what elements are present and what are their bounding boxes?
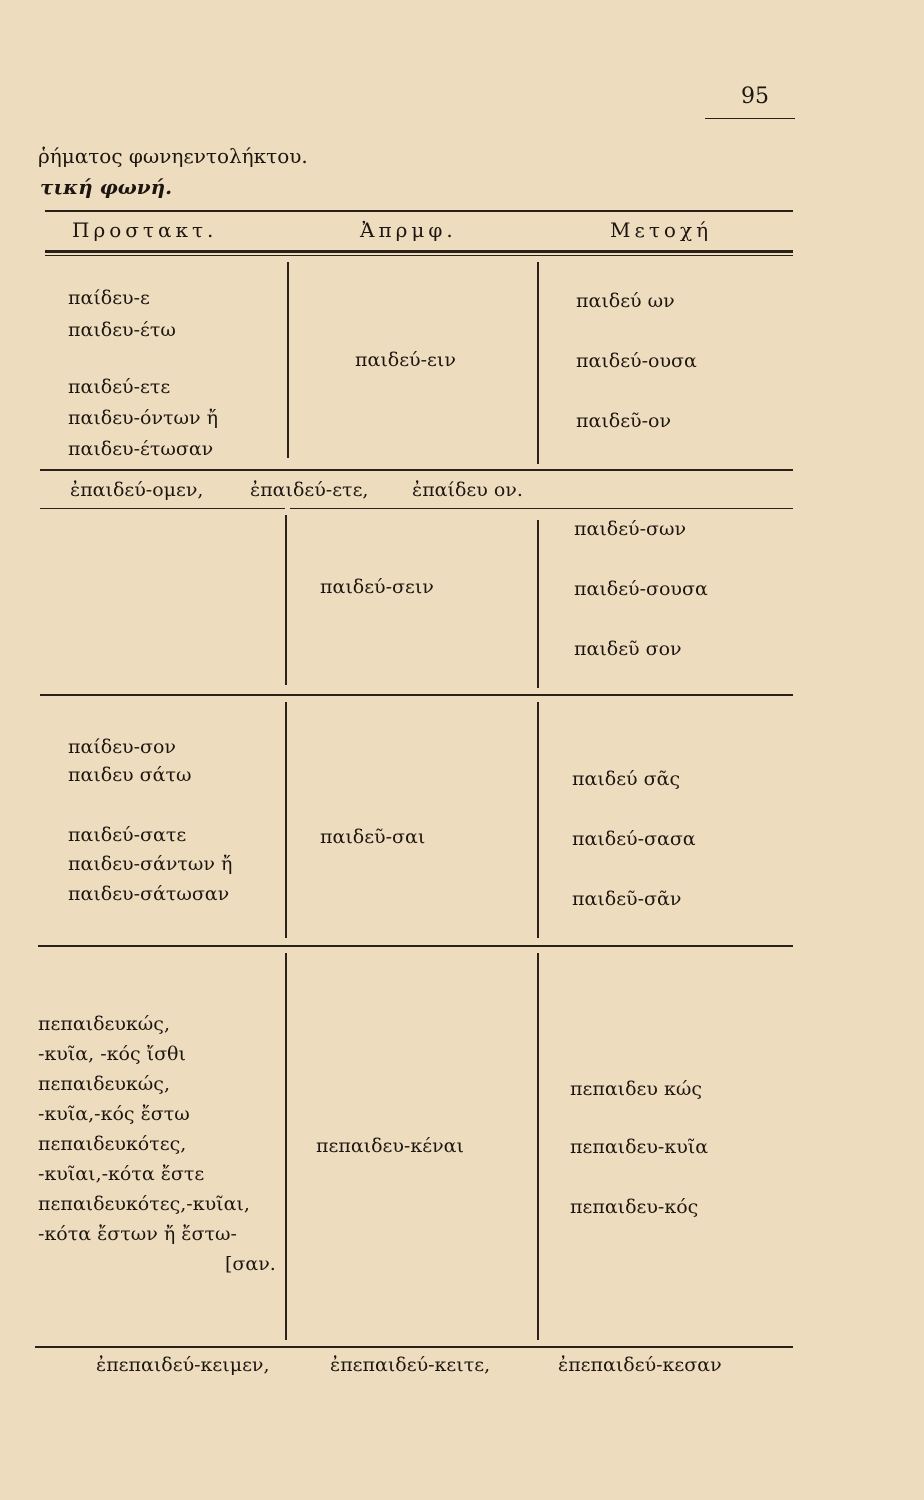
s1-infinitive: παιδεύ-ειν [355,349,456,371]
s3-imperative-4: παιδευ-σάντων ἤ [68,853,233,875]
s1-imperative-3: παιδεύ-ετε [68,376,171,398]
s3-infinitive: παιδεῦ-σαι [320,826,426,848]
s3-imperative-5: παιδευ-σάτωσαν [68,883,230,905]
header-bottom-rule [45,250,793,253]
heading-line2: τική φωνή. [40,175,173,199]
s4-imperative-5: πεπαιδευκότες, [38,1133,187,1155]
s3-imperative-3: παιδεύ-σατε [68,824,187,846]
s4-footer-1: ἐπεπαιδεύ-κειμεν, [96,1354,270,1376]
s1-imperative-1: παίδευ-ε [68,287,150,309]
section2-top-rule-left [40,508,285,509]
section4-divider-right [537,953,539,1340]
s4-imperative-7: πεπαιδευκότες,-κυῖαι, [38,1193,250,1215]
section4-bottom-rule [35,1346,793,1348]
heading-line1: ῥήματος φωνηεντολήκτου. [38,144,308,168]
s4-participle-1: πεπαιδευ κώς [570,1078,702,1100]
s3-imperative-1: παίδευ-σον [68,736,176,758]
s1-imperative-2: παιδευ-έτω [68,319,176,341]
s1-imperative-5: παιδευ-έτωσαν [68,438,214,460]
s4-imperative-8: -κότα ἔστων ἤ ἔστω- [38,1223,237,1245]
s4-imperative-9: [σαν. [225,1253,276,1275]
column-header-participle: Μετοχή [610,218,713,242]
column-header-imperative: Προστακτ. [72,218,218,242]
s1-footer-2: ἐπαιδεύ-ετε, [250,479,369,501]
s1-participle-1: παιδεύ ων [576,290,675,312]
section2-bottom-rule [40,694,793,696]
section2-top-rule-right [290,508,793,509]
s2-participle-3: παιδεῦ σον [574,638,682,660]
s3-imperative-2: παιδευ σάτω [68,764,192,786]
s3-participle-2: παιδεύ-σασα [572,828,696,850]
s1-imperative-4: παιδευ-όντων ἤ [68,407,218,429]
s4-imperative-2: -κυῖα, -κός ἴσθι [38,1043,186,1065]
s1-footer-3: ἐπαίδευ ον. [412,479,523,501]
section3-bottom-rule [38,945,793,947]
section1-divider-left [287,262,289,458]
header-top-rule [45,210,793,212]
page-number-rule [705,118,795,119]
section2-divider-right [537,520,539,688]
s4-imperative-3: πεπαιδευκώς, [38,1073,170,1095]
s3-participle-1: παιδεύ σᾶς [572,768,681,790]
s4-imperative-6: -κυῖαι,-κότα ἔστε [38,1163,205,1185]
s4-imperative-1: πεπαιδευκώς, [38,1013,170,1035]
s4-imperative-4: -κυῖα,-κός ἔστω [38,1103,190,1125]
s1-footer-1: ἐπαιδεύ-ομεν, [70,479,204,501]
section4-divider-left [285,953,287,1340]
s1-participle-2: παιδεύ-ουσα [576,350,697,372]
s4-footer-2: ἐπεπαιδεύ-κειτε, [330,1354,491,1376]
page-number: 95 [741,84,769,109]
s4-infinitive: πεπαιδευ-κέναι [316,1135,464,1157]
s4-participle-2: πεπαιδευ-κυῖα [570,1136,709,1158]
s4-participle-3: πεπαιδευ-κός [570,1196,699,1218]
s2-participle-1: παιδεύ-σων [574,518,687,540]
s4-footer-3: ἐπεπαιδεύ-κεσαν [558,1354,722,1376]
section3-divider-left [285,702,287,938]
s2-participle-2: παιδεύ-σουσα [574,578,708,600]
s2-infinitive: παιδεύ-σειν [320,576,434,598]
s1-participle-3: παιδεῦ-ον [576,410,672,432]
section2-divider-left [285,515,287,685]
s3-participle-3: παιδεῦ-σᾶν [572,888,682,910]
header-bottom-rule-thin [45,255,793,256]
section1-divider-right [537,262,539,464]
section1-bottom-rule [40,469,793,471]
section3-divider-right [537,702,539,938]
column-header-infinitive: Ἀπρμφ. [360,218,457,242]
